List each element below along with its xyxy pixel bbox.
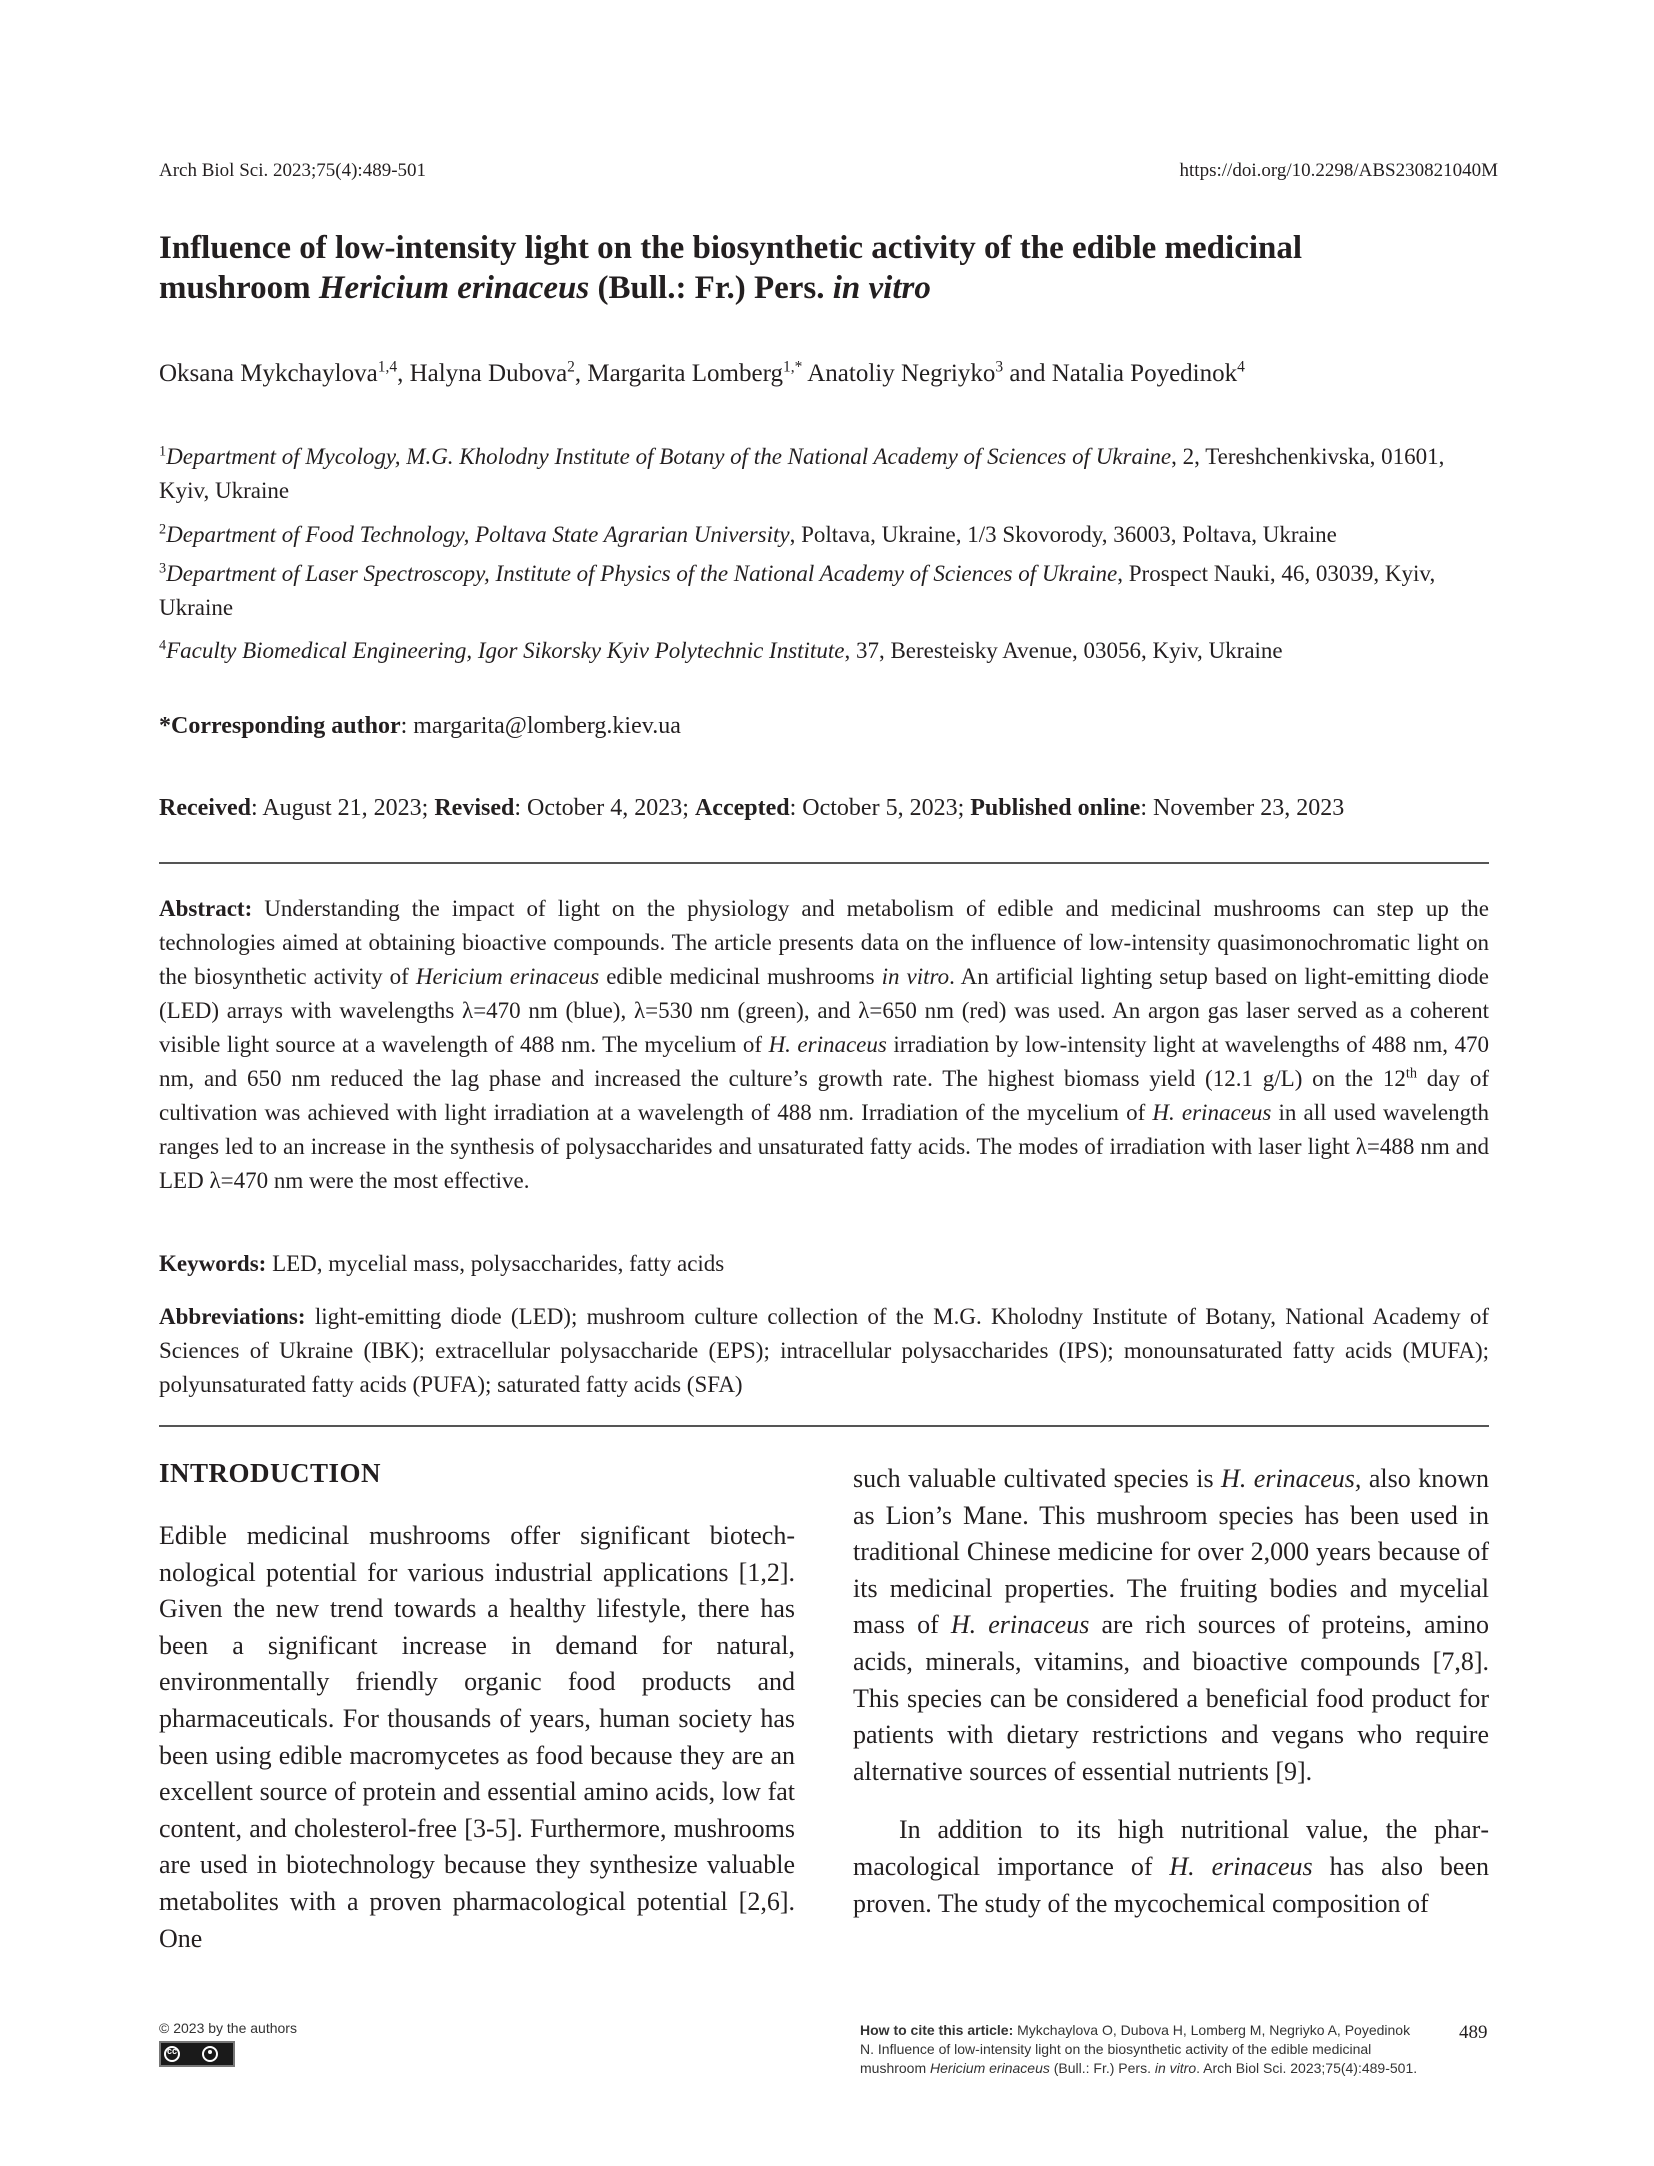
- title-in-vitro: in vitro: [832, 270, 931, 306]
- copyright-notice: © 2023 by the authors: [159, 2020, 297, 2036]
- paragraph: Edible medicinal mushrooms offer significant biotechnological potential for various industrial applications [1,2]. Given the new trend towards a healthy lifestyle, there has been a significant increase in demand for natural, environmentally friendly organic food products and pharmaceuticals. For thousands of years, human society has been using edible macromycetes as food because they are an excellent source of protein and essential amino acids, low fat content, and cholesterol-free [3-5]. Furthermore, mushrooms are used in biotechnology because they synthesize valuable metabolites with a proven pharmacological potential [2,6]. One: [159, 1521, 795, 1953]
- body-column-left: [159, 1518, 795, 1957]
- author: Margarita Lomberg$^{1,*}$: [587, 358, 803, 387]
- divider: [159, 862, 1489, 864]
- author: Halyna Dubova$^2$,: [409, 358, 588, 387]
- title-line2-mid: (Bull.: Fr.) Pers.: [589, 270, 833, 306]
- affiliation: $^1$Department of Mycology, M.G. Kholodny Institute of Botany of the National Academy of Sciences of Ukraine, 2, Tereshchenkivska, 01601, Kyiv, Ukraine: [159, 443, 1445, 503]
- title-line1: Influence of low-intensity light on the biosynthetic activity of the edible medicinal: [159, 230, 1303, 266]
- section-heading-introduction: INTRODUCTION: [159, 1458, 382, 1488]
- keywords: Keywords: LED, mycelial mass, polysaccharides, fatty acids: [159, 1251, 725, 1276]
- divider: [159, 1425, 1489, 1427]
- how-to-cite: How to cite this article: Mykchaylova O, Dubova H, Lomberg M, Negriyko A, Poyedinok N. Influence of low-intensity light on the biosynthetic activity of the edible medicinal mushroom Hericium erinaceus (Bull.: Fr.) Pers. in vitro. Arch Biol Sci. 2023;75(4):489-501.: [860, 2022, 1418, 2076]
- page-number: 489: [1459, 2022, 1488, 2043]
- abstract: Abstract: Understanding the impact of light on the physiology and metabolism of edible and medicinal mushrooms can step up the technologies aimed at obtaining bioactive compounds. The article presents data on the influence of low-intensity quasimonochromatic light on the biosynthetic activity of Hericium erinaceus edible medicinal mushrooms in vitro. An artificial lighting setup based on light-emitting diode (LED) arrays with wavelengths λ=470 nm (blue), λ=530 nm (green), and λ=650 nm (red) was used. An argon gas laser served as a coherent visible light source at a wavelength of 488 nm. The mycelium of H. erinaceus irradiation by low-intensity light at wavelengths of 488 nm, 470 nm, and 650 nm reduced the lag phase and increased the culture’s growth rate. The highest biomass yield (12.1 g/L) on the 12th day of cultivation was achieved with light irradiation at a wavelength of 488 nm. Irradiation of the mycelium of H. erinaceus in all used wavelength ranges led to an increase in the synthesis of polysaccharides and unsaturated fatty acids. The modes of irradiation with laser light λ=488 nm and LED λ=470 nm were the most effective.: [159, 896, 1489, 1193]
- affiliation: $^3$Department of Laser Spectroscopy, Institute of Physics of the National Academy of Sciences of Ukraine, Prospect Nauki, 46, 03039, Kyiv, Ukraine: [159, 560, 1436, 620]
- author: Anatoliy Negriyko$^3$ and: [807, 358, 1052, 387]
- abbreviations: Abbreviations: light-emitting diode (LED); mushroom culture collection of the M.G. Kholodny Institute of Botany, National Academy of Sciences of Ukraine (IBK); extracellular polysaccharide (EPS); intracellular polysaccharides (IPS); monounsaturated fatty acids (MUFA); polyunsaturated fatty acids (PUFA); saturated fatty acids (SFA): [159, 1304, 1489, 1397]
- corresponding-email[interactable]: margarita@lomberg.kiev.ua: [413, 713, 681, 739]
- title-species: Hericium erinaceus: [318, 270, 590, 306]
- author: Natalia Poyedinok$^4$: [1051, 358, 1245, 387]
- body-column-right: [853, 1461, 1489, 1922]
- article-dates: Received: August 21, 2023; Revised: October 4, 2023; Accepted: October 5, 2023; Published online: November 23, 2023: [159, 795, 1345, 821]
- doi-link[interactable]: https://doi.org/10.2298/ABS230821040M: [1179, 160, 1498, 181]
- cc-by-license-icon[interactable]: [159, 2041, 235, 2067]
- author-list: [159, 358, 1499, 390]
- author: Oksana Mykchaylova$^{1,4}$,: [159, 358, 410, 387]
- affiliation: $^2$Department of Food Technology, Poltava State Agrarian University, Poltava, Ukraine, 1/3 Skovorody, 36003, Poltava, Ukraine: [159, 521, 1337, 547]
- corresponding-author: *Corresponding author: margarita@lomberg.kiev.ua: [159, 713, 681, 739]
- affiliation: $^4$Faculty Biomedical Engineering, Igor Sikorsky Kyiv Polytechnic Institute, 37, Beresteisky Avenue, 03056, Kyiv, Ukraine: [159, 637, 1283, 663]
- paragraph: In addition to its high nutritional value, the pharmacological importance of H. erinaceus has also been proven. The study of the mycochemical composition of: [853, 1815, 1489, 1918]
- article-title: [159, 228, 1499, 308]
- paragraph: such valuable cultivated species is H. erinaceus, also known as Lion’s Mane. This mushroom species has been used in traditional Chinese medicine for over 2,000 years because of its medicinal properties. The fruiting bodies and mycelial mass of H. erinaceus are rich sources of proteins, amino acids, minerals, vitamins, and bioactive compounds [7,8]. This species can be considered a beneficial food product for patients with dietary restrictions and vegans who require alternative sources of essential nutrients [9].: [853, 1464, 1490, 1786]
- title-line2-pre: mushroom: [159, 270, 319, 306]
- journal-citation: Arch Biol Sci. 2023;75(4):489-501: [159, 160, 427, 181]
